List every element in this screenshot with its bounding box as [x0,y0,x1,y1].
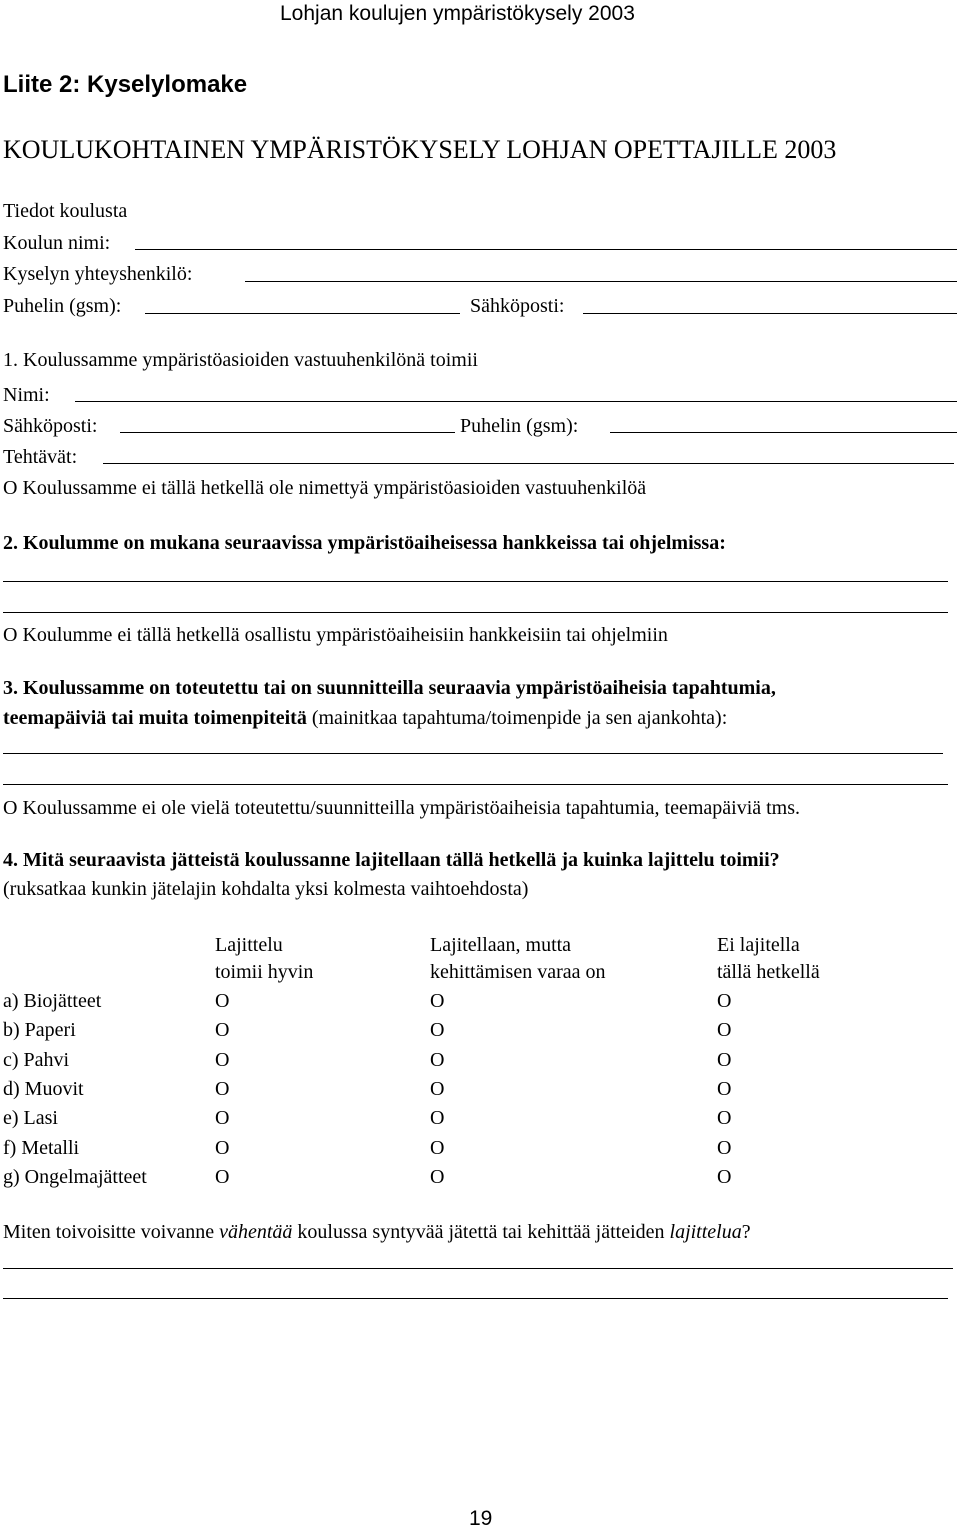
q1-tasks-field[interactable] [103,463,954,464]
closing-question-italic-2: lajittelua [669,1221,742,1243]
q2-title: 2. Koulumme on mukana seuraavissa ympäristöaiheisessa hankkeissa tai ohjelmissa: [3,532,726,554]
closing-question-italic-1: vähentää [219,1221,293,1243]
col-header-2-line-1: Lajitellaan, mutta [430,934,572,956]
q2-none-option[interactable]: O Koulumme ei tällä hetkellä osallistu ympäristöaiheisiin hankkeisiin tai ohjelmiin [3,624,668,646]
q1-none-option[interactable]: O Koulussamme ei tällä hetkellä ole nimettyä ympäristöasioiden vastuuhenkilöä [3,477,647,499]
q4-title: 4. Mitä seuraavista jätteistä koulussanne lajitellaan tällä hetkellä ja kuinka lajittelu toimii? [3,849,780,871]
school-info-heading: Tiedot koulusta [3,200,128,222]
sorting-option-col-1[interactable]: O [215,1137,230,1159]
closing-question-part-1: Miten toivoisitte voivanne [3,1221,220,1243]
closing-question [3,1222,751,1242]
sorting-option-col-1[interactable]: O [215,1019,230,1041]
col-header-3-line-1: Ei lajitella [717,934,800,956]
sorting-option-col-1[interactable]: O [215,1049,230,1071]
waste-type-label: f) Metalli [3,1137,80,1159]
col-header-1-line-1: Lajittelu [215,934,283,956]
waste-type-label: e) Lasi [3,1107,58,1129]
sorting-option-col-3[interactable]: O [717,990,732,1012]
waste-type-label: b) Paperi [3,1019,76,1041]
sorting-option-col-3[interactable]: O [717,1137,732,1159]
waste-type-label: d) Muovit [3,1078,84,1100]
closing-question-part-3: ? [741,1221,751,1243]
sorting-option-col-3[interactable]: O [717,1078,732,1100]
col-header-1-line-2: toimii hyvin [215,961,314,983]
q3-title-line-2 [3,708,727,728]
q1-name-label: Nimi: [3,384,50,406]
sorting-option-col-2[interactable]: O [430,1078,445,1100]
sorting-option-col-1[interactable]: O [215,1166,230,1188]
q1-title: 1. Koulussamme ympäristöasioiden vastuuhenkilönä toimii [3,349,478,371]
sorting-option-col-3[interactable]: O [717,1019,732,1041]
q3-title-line-1: 3. Koulussamme on toteutettu tai on suunnitteilla seuraavia ympäristöaiheisia tapahtumia, [3,677,776,699]
sorting-option-col-2[interactable]: O [430,1107,445,1129]
q3-answer-line-1[interactable] [3,753,943,754]
sorting-option-col-3[interactable]: O [717,1166,732,1188]
q1-email-field[interactable] [120,432,455,433]
q3-title-note: (mainitkaa tapahtuma/toimenpide ja sen ajankohta): [306,707,728,729]
school-name-label: Koulun nimi: [3,232,111,254]
q2-answer-line-2[interactable] [3,612,948,613]
sorting-option-col-3[interactable]: O [717,1107,732,1129]
school-email-field[interactable] [583,313,957,314]
closing-question-part-2: koulussa syntyvää jätettä tai kehittää jätteiden [292,1221,670,1243]
closing-answer-line-2[interactable] [3,1298,948,1299]
sorting-option-col-3[interactable]: O [717,1049,732,1071]
sorting-option-col-2[interactable]: O [430,1049,445,1071]
school-name-field[interactable] [135,249,957,250]
q3-none-option[interactable]: O Koulussamme ei ole vielä toteutettu/suunnitteilla ympäristöaiheisia tapahtumia, teemapäiviä tms. [3,797,801,819]
form-title: KOULUKOHTAINEN YMPÄRISTÖKYSELY LOHJAN OPETTAJILLE 2003 [3,135,837,164]
q3-answer-line-2[interactable] [3,784,948,785]
sorting-option-col-1[interactable]: O [215,990,230,1012]
q3-title-bold: teemapäiviä tai muita toimenpiteitä [3,707,307,729]
page-number: 19 [469,1507,493,1530]
running-header: Lohjan koulujen ympäristökysely 2003 [280,2,635,25]
contact-person-label: Kyselyn yhteyshenkilö: [3,263,193,285]
sorting-option-col-2[interactable]: O [430,990,445,1012]
school-phone-field[interactable] [145,313,460,314]
waste-type-label: c) Pahvi [3,1049,70,1071]
q1-email-label: Sähköposti: [3,415,98,437]
q2-answer-line-1[interactable] [3,581,948,582]
sorting-option-col-2[interactable]: O [430,1166,445,1188]
sorting-option-col-1[interactable]: O [215,1078,230,1100]
closing-answer-line-1[interactable] [3,1268,953,1269]
col-header-2-line-2: kehittämisen varaa on [430,961,606,983]
waste-type-label: a) Biojätteet [3,990,102,1012]
sorting-option-col-2[interactable]: O [430,1019,445,1041]
waste-type-label: g) Ongelmajätteet [3,1166,147,1188]
contact-person-field[interactable] [245,281,957,282]
appendix-title: Liite 2: Kyselylomake [3,71,248,98]
col-header-3-line-2: tällä hetkellä [717,961,820,983]
sorting-option-col-2[interactable]: O [430,1137,445,1159]
school-phone-label: Puhelin (gsm): [3,295,122,317]
q1-phone-field[interactable] [610,432,957,433]
q1-tasks-label: Tehtävät: [3,446,78,468]
sorting-option-col-1[interactable]: O [215,1107,230,1129]
school-email-label: Sähköposti: [470,295,565,317]
q1-phone-label: Puhelin (gsm): [460,415,579,437]
q1-name-field[interactable] [75,401,957,402]
q4-instruction: (ruksatkaa kunkin jätelajin kohdalta yksi kolmesta vaihtoehdosta) [3,878,529,900]
